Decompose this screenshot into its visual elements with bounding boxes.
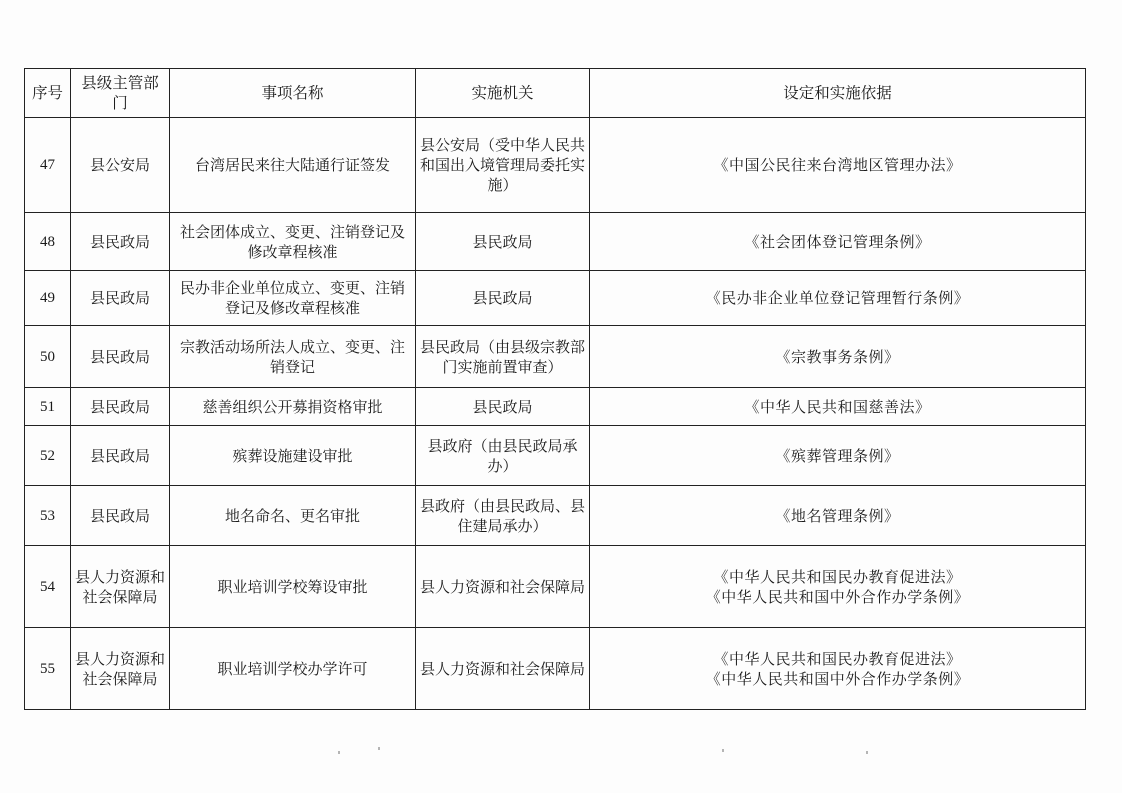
basis-line: 《中国公民往来台湾地区管理办法》 — [713, 156, 962, 174]
cell-dept: 县民政局 — [71, 271, 170, 326]
basis-line: 《社会团体登记管理条例》 — [744, 232, 931, 251]
cell-no: 48 — [25, 213, 71, 271]
cell-agency: 县人力资源和社会保障局 — [416, 546, 590, 628]
table-row — [25, 486, 1086, 546]
table-row — [25, 118, 1086, 213]
cell-basis — [590, 628, 1086, 710]
basis-line: 《地名管理条例》 — [775, 506, 900, 525]
cell-item: 社会团体成立、变更、注销登记及修改章程核准 — [170, 213, 416, 271]
cell-no: 51 — [25, 388, 71, 426]
cell-item: 慈善组织公开募捐资格审批 — [170, 388, 416, 426]
cell-no: 49 — [25, 271, 71, 326]
cell-dept: 县民政局 — [71, 213, 170, 271]
cell-basis — [590, 271, 1086, 326]
cell-dept: 县人力资源和社会保障局 — [71, 628, 170, 710]
cell-no: 54 — [25, 546, 71, 628]
table-row — [25, 388, 1086, 426]
basis-line: 《中华人民共和国民办教育促进法》 — [713, 567, 962, 586]
cell-no: 50 — [25, 326, 71, 388]
header-item: 事项名称 — [170, 69, 416, 118]
cell-item: 职业培训学校办学许可 — [170, 628, 416, 710]
administrative-items-table — [24, 68, 1086, 710]
header-no: 序号 — [25, 69, 71, 118]
header-dept: 县级主管部门 — [71, 69, 170, 118]
basis-line: 《中华人民共和国慈善法》 — [744, 397, 931, 416]
cell-item: 地名命名、更名审批 — [170, 486, 416, 546]
cell-basis — [590, 213, 1086, 271]
cell-agency: 县民政局 — [416, 213, 590, 271]
header-agency: 实施机关 — [416, 69, 590, 118]
basis-line: 《中华人民共和国民办教育促进法》 — [713, 649, 962, 668]
scan-speck — [722, 749, 724, 752]
scan-speck — [378, 747, 380, 750]
cell-basis — [590, 326, 1086, 388]
cell-dept: 县人力资源和社会保障局 — [71, 546, 170, 628]
cell-basis — [590, 426, 1086, 486]
table-row — [25, 426, 1086, 486]
header-basis: 设定和实施依据 — [590, 69, 1086, 118]
scan-speck — [338, 751, 340, 754]
cell-dept: 县民政局 — [71, 486, 170, 546]
basis-line: 《中华人民共和国中外合作办学条例》 — [705, 669, 970, 688]
cell-dept: 县民政局 — [71, 388, 170, 426]
cell-item: 台湾居民来往大陆通行证签发 — [170, 118, 416, 213]
table-row — [25, 628, 1086, 710]
cell-agency: 县政府（由县民政局承办） — [416, 426, 590, 486]
table-row — [25, 271, 1086, 326]
cell-item: 殡葬设施建设审批 — [170, 426, 416, 486]
cell-agency: 县政府（由县民政局、县住建局承办） — [416, 486, 590, 546]
cell-no: 47 — [25, 118, 71, 213]
table-row — [25, 213, 1086, 271]
cell-agency: 县人力资源和社会保障局 — [416, 628, 590, 710]
cell-no: 52 — [25, 426, 71, 486]
basis-line: 《殡葬管理条例》 — [775, 446, 900, 465]
cell-item: 职业培训学校筹设审批 — [170, 546, 416, 628]
cell-agency: 县民政局 — [416, 388, 590, 426]
table-row — [25, 326, 1086, 388]
basis-line: 《中华人民共和国中外合作办学条例》 — [705, 587, 970, 606]
cell-dept: 县公安局 — [71, 118, 170, 213]
scan-speck — [866, 751, 868, 754]
cell-dept: 县民政局 — [71, 326, 170, 388]
cell-item: 民办非企业单位成立、变更、注销登记及修改章程核准 — [170, 271, 416, 326]
basis-line: 《宗教事务条例》 — [775, 347, 900, 366]
cell-basis — [590, 388, 1086, 426]
cell-dept: 县民政局 — [71, 426, 170, 486]
cell-agency: 县民政局 — [416, 271, 590, 326]
table-row — [25, 546, 1086, 628]
cell-item: 宗教活动场所法人成立、变更、注销登记 — [170, 326, 416, 388]
cell-no: 55 — [25, 628, 71, 710]
cell-basis — [590, 118, 1086, 213]
table-header-row — [25, 69, 1086, 118]
cell-basis — [590, 546, 1086, 628]
basis-line: 《民办非企业单位登记管理暂行条例》 — [705, 289, 970, 307]
cell-basis — [590, 486, 1086, 546]
cell-agency: 县公安局（受中华人民共和国出入境管理局委托实施） — [416, 118, 590, 213]
cell-no: 53 — [25, 486, 71, 546]
cell-agency: 县民政局（由县级宗教部门实施前置审查） — [416, 326, 590, 388]
